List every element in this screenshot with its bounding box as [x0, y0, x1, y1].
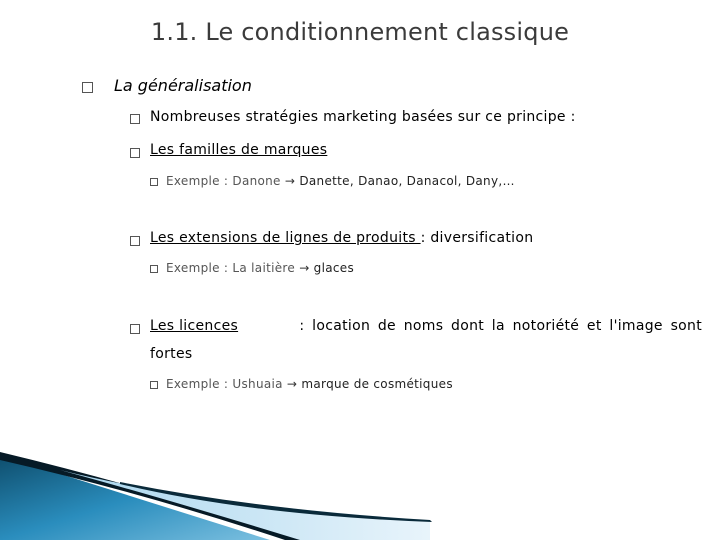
item-extensions [150, 230, 533, 246]
example-ushuaia [166, 377, 453, 391]
bullet-square-icon [130, 324, 140, 334]
arrow-right-icon: → [286, 377, 298, 391]
item-familles: Les familles de marques [150, 142, 328, 158]
bullet-square-icon [130, 114, 140, 124]
slide-title: 1.1. Le conditionnement classique [150, 18, 570, 46]
bullet-square-icon [150, 178, 158, 186]
item-extensions-underlined: Les extensions de lignes de produits [150, 230, 421, 246]
bullet-square-icon [130, 148, 140, 158]
example-rest: glaces [313, 261, 355, 275]
bullet-square-icon [150, 381, 158, 389]
bullet-square-icon [130, 236, 140, 246]
example-danone [166, 174, 515, 188]
example-laitiere [166, 261, 354, 275]
item-strategies: Nombreuses stratégies marketing basées sur ce principe : [150, 109, 576, 125]
arrow-right-icon: → [284, 174, 296, 188]
example-brand: La laitière [232, 261, 296, 275]
item-licences-rest: : location de noms dont la notoriété et l'image sont [299, 318, 702, 334]
example-rest: Danette, Danao, Danacol, Dany,… [299, 174, 515, 188]
example-brand: Ushuaia [232, 377, 283, 391]
example-prefix: Exemple : [166, 174, 233, 188]
bullet-square-icon [82, 82, 93, 93]
level1-heading: La généralisation [114, 76, 252, 95]
arrow-right-icon: → [299, 261, 310, 275]
bullet-square-icon [150, 265, 158, 273]
item-licences-continuation: fortes [150, 346, 193, 362]
example-prefix: Exemple : [166, 261, 233, 275]
item-extensions-rest: : diversification [420, 230, 534, 246]
example-prefix: Exemple : [166, 377, 233, 391]
example-brand: Danone [232, 174, 281, 188]
item-licences-underlined: Les licences [150, 318, 239, 334]
example-rest: marque de cosmétiques [301, 377, 453, 391]
item-licences [150, 318, 702, 334]
